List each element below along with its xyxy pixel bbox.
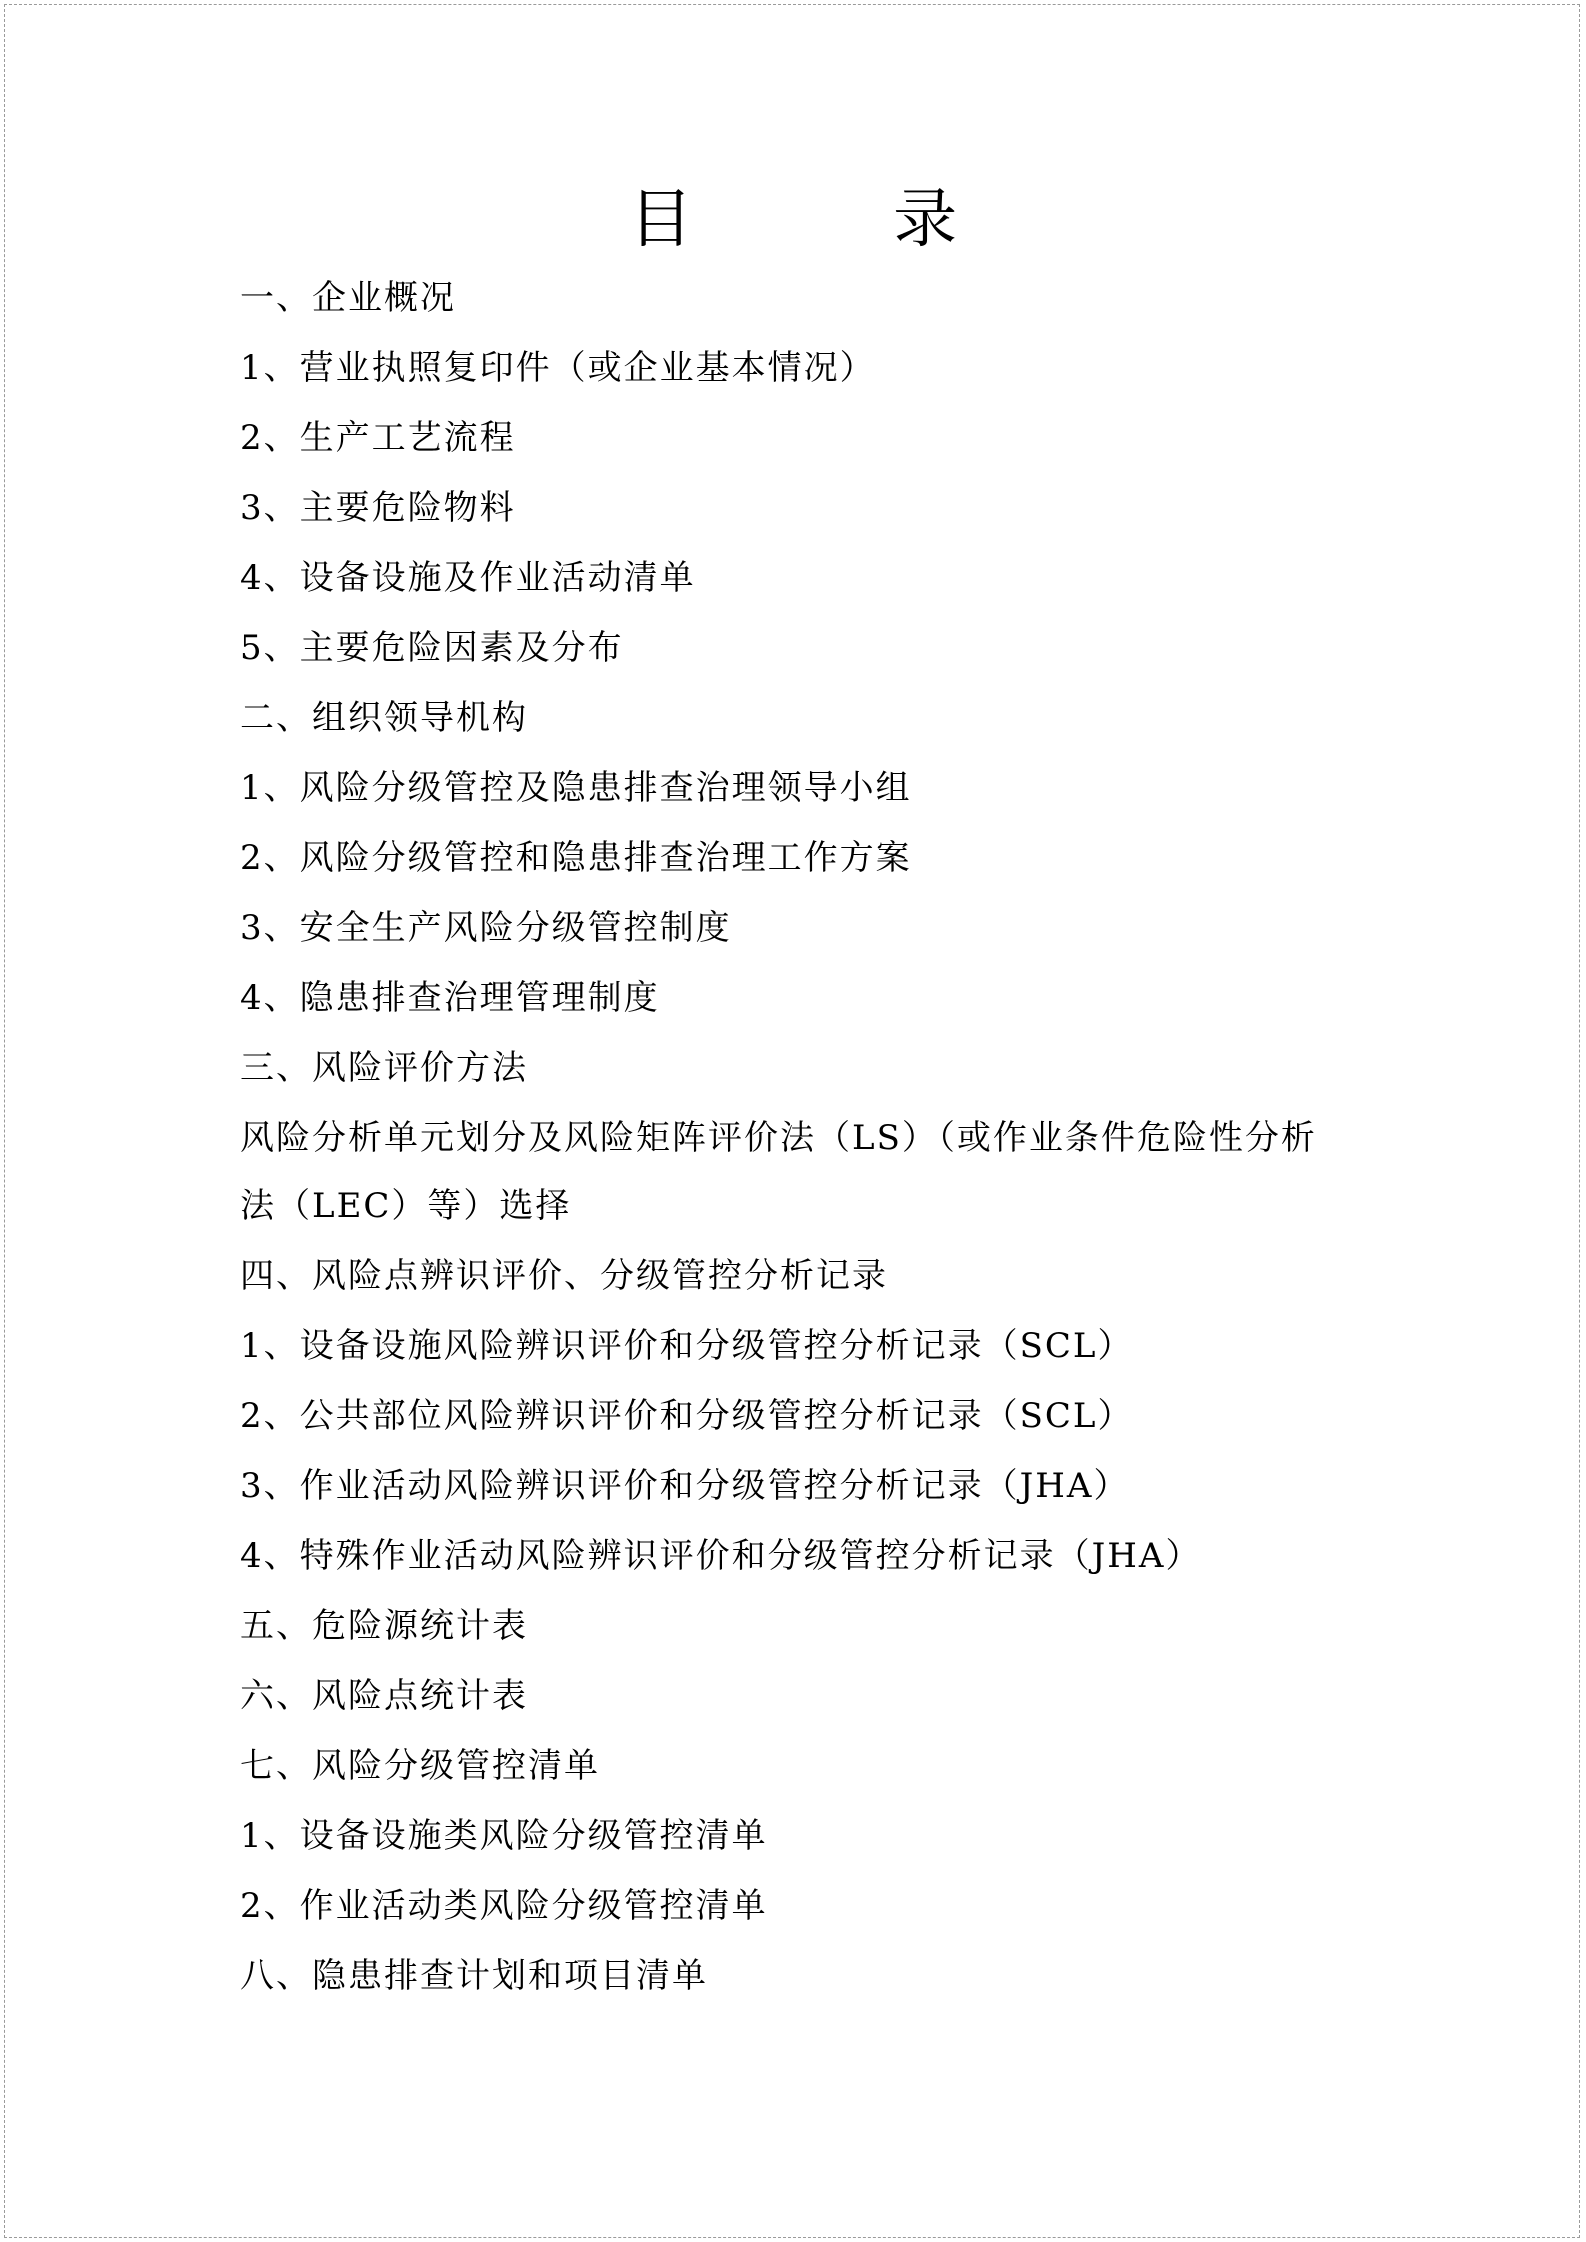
toc-item: 1、设备设施类风险分级管控清单: [240, 1816, 768, 1856]
toc-item: 三、风险评价方法: [240, 1048, 528, 1088]
page-title: 目 录: [628, 183, 1048, 257]
toc-item: 5、主要危险因素及分布: [240, 628, 624, 668]
toc-item: 3、安全生产风险分级管控制度: [240, 908, 732, 948]
toc-item: 4、特殊作业活动风险辨识评价和分级管控分析记录（JHA）: [240, 1536, 1202, 1576]
toc-item: 五、危险源统计表: [240, 1606, 528, 1646]
toc-item: 七、风险分级管控清单: [240, 1746, 600, 1786]
toc-item-continuation: 法（LEC）等）选择: [240, 1186, 572, 1226]
toc-item: 二、组织领导机构: [240, 698, 528, 738]
toc-item: 2、风险分级管控和隐患排查治理工作方案: [240, 838, 912, 878]
toc-item: 4、隐患排查治理管理制度: [240, 978, 660, 1018]
toc-item: 风险分析单元划分及风险矩阵评价法（LS）（或作业条件危险性分析: [240, 1118, 1317, 1158]
toc-item: 3、主要危险物料: [240, 488, 516, 528]
toc-item: 3、作业活动风险辨识评价和分级管控分析记录（JHA）: [240, 1466, 1130, 1506]
toc-item: 1、风险分级管控及隐患排查治理领导小组: [240, 768, 912, 808]
toc-item: 一、企业概况: [240, 278, 456, 318]
toc-item: 四、风险点辨识评价、分级管控分析记录: [240, 1256, 888, 1296]
toc-item: 4、设备设施及作业活动清单: [240, 558, 696, 598]
table-of-contents: [240, 275, 1360, 2023]
toc-item: 2、公共部位风险辨识评价和分级管控分析记录（SCL）: [240, 1396, 1134, 1436]
toc-item: 八、隐患排查计划和项目清单: [240, 1956, 708, 1996]
toc-item: 2、作业活动类风险分级管控清单: [240, 1886, 768, 1926]
toc-item: 六、风险点统计表: [240, 1676, 528, 1716]
toc-item: 1、营业执照复印件（或企业基本情况）: [240, 348, 876, 388]
toc-item: 2、生产工艺流程: [240, 418, 516, 458]
toc-item: 1、设备设施风险辨识评价和分级管控分析记录（SCL）: [240, 1326, 1134, 1366]
